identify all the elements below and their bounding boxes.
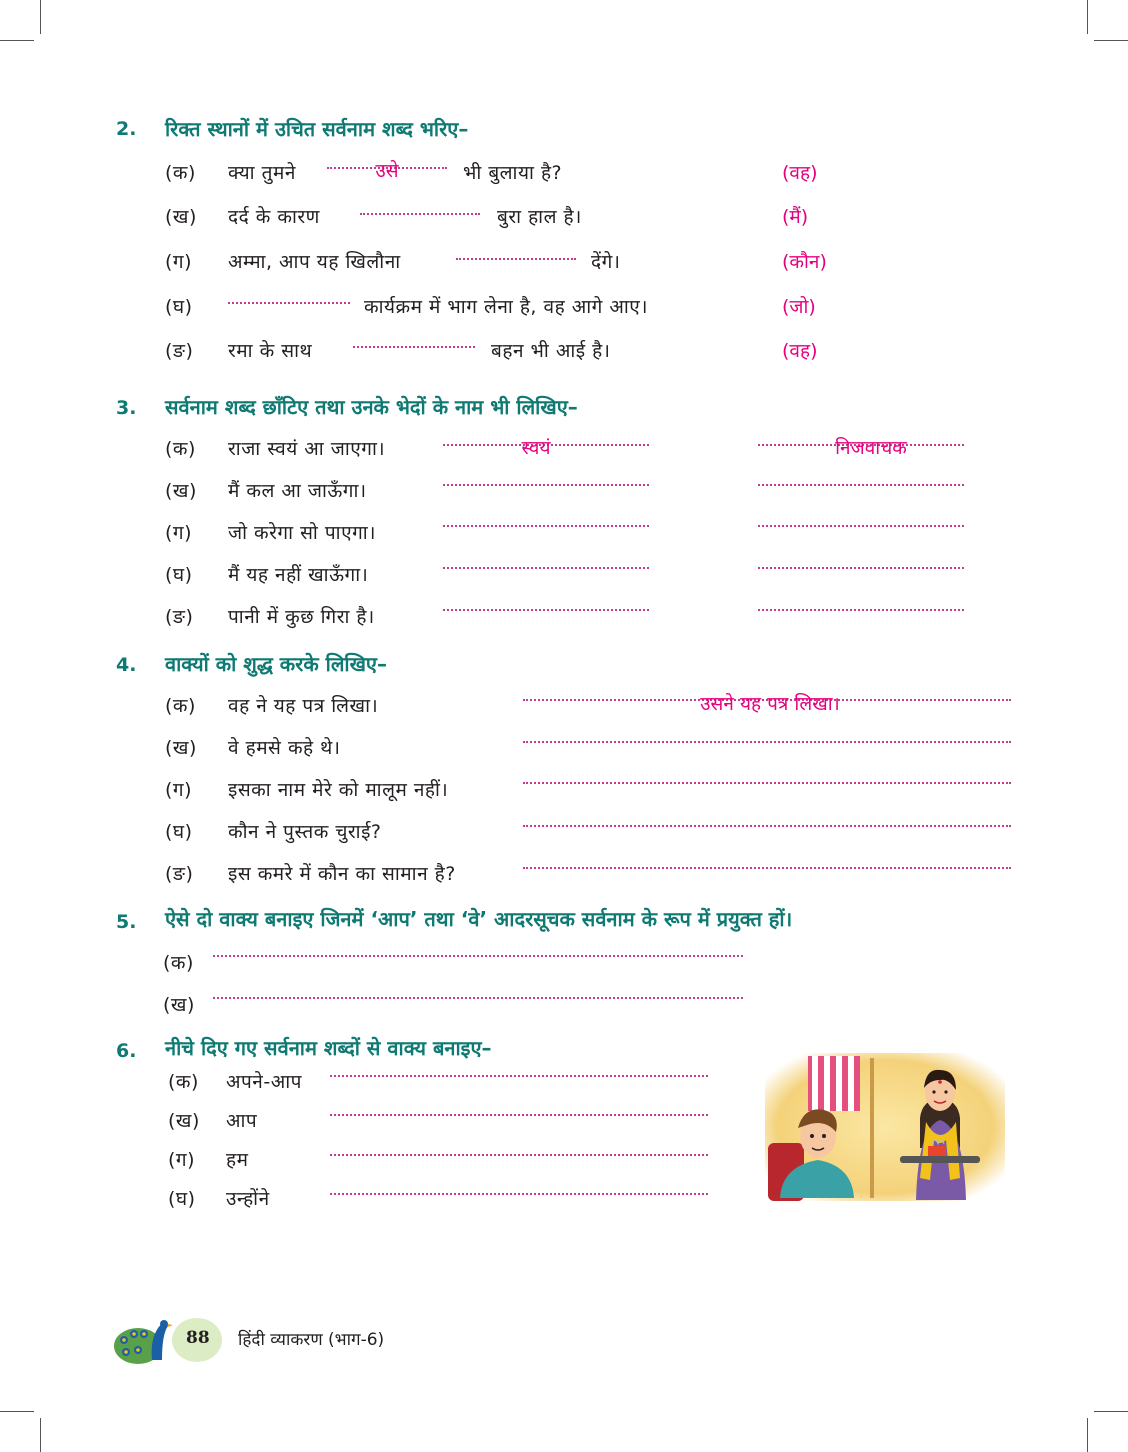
row-label: (घ)	[165, 821, 193, 843]
question-number: 2.	[116, 118, 137, 140]
blank-line[interactable]	[443, 609, 649, 611]
sentence: इस कमरे में कौन का सामान है?	[228, 863, 456, 885]
blank-line[interactable]	[330, 1154, 708, 1156]
row-label: (ङ)	[165, 606, 194, 628]
illustration-tea-serving	[760, 1048, 1010, 1203]
row-label: (क)	[168, 1071, 199, 1093]
row-label: (ख)	[163, 994, 195, 1016]
row-label: (ख)	[165, 737, 197, 759]
pronoun-hint: (वह)	[782, 340, 818, 362]
crop-mark	[40, 1418, 41, 1452]
sentence: इसका नाम मेरे को मालूम नहीं।	[228, 779, 449, 801]
row-label: (ख)	[165, 480, 197, 502]
blank-line[interactable]	[213, 955, 743, 957]
blank-line[interactable]	[443, 525, 649, 527]
row-label: (क)	[163, 952, 194, 974]
blank-line[interactable]	[523, 741, 1011, 743]
blank-line[interactable]	[456, 258, 576, 260]
sentence-end: भी बुलाया है?	[463, 162, 563, 184]
question-number: 4.	[116, 654, 137, 676]
row-label: (क)	[165, 438, 196, 460]
sentence-start: क्या तुमने	[228, 162, 296, 184]
blank-line[interactable]	[213, 997, 743, 999]
crop-mark	[1094, 1411, 1128, 1412]
crop-mark	[1087, 1418, 1088, 1452]
row-label: (ख)	[165, 206, 197, 228]
blank-line[interactable]	[758, 609, 964, 611]
peacock-icon	[112, 1310, 178, 1370]
pronoun-hint: (जो)	[782, 296, 816, 318]
blank-line[interactable]	[360, 213, 480, 215]
blank-line[interactable]	[758, 484, 964, 486]
blank-line[interactable]	[758, 567, 964, 569]
sentence: पानी में कुछ गिरा है।	[228, 606, 375, 628]
row-label: (ग)	[165, 779, 193, 801]
sentence: कौन ने पुस्तक चुराई?	[228, 821, 382, 843]
row-label: (घ)	[165, 564, 193, 586]
pronoun-hint: (मैं)	[782, 206, 809, 228]
answer-text: स्वयं	[521, 437, 551, 459]
pronoun-hint: (वह)	[782, 162, 818, 184]
row-label: (क)	[165, 162, 196, 184]
pronoun-hint: (कौन)	[782, 251, 827, 273]
blank-line[interactable]	[353, 346, 475, 348]
sentence-start: रमा के साथ	[228, 340, 313, 362]
pronoun-word: अपने-आप	[226, 1071, 302, 1093]
book-title: हिंदी व्याकरण (भाग-6)	[238, 1330, 385, 1350]
door-frame	[870, 1058, 874, 1198]
pronoun-word: आप	[226, 1110, 258, 1132]
crop-mark	[0, 1411, 34, 1412]
row-label: (ग)	[168, 1149, 196, 1171]
row-label: (ग)	[165, 251, 193, 273]
curtain	[808, 1056, 860, 1111]
blank-line[interactable]	[523, 867, 1011, 869]
sentence: राजा स्वयं आ जाएगा।	[228, 438, 386, 460]
answer-text: उसने यह पत्र लिखा।	[700, 693, 840, 715]
sentence: मैं कल आ जाऊँगा।	[228, 480, 367, 502]
row-label: (ङ)	[165, 340, 194, 362]
question-title: नीचे दिए गए सर्वनाम शब्दों से वाक्य बनाइए–	[165, 1036, 492, 1060]
crop-mark	[0, 40, 34, 41]
answer-text: उसे	[375, 160, 399, 182]
blank-line[interactable]	[523, 782, 1011, 784]
crop-mark	[40, 0, 41, 34]
blank-line[interactable]	[330, 1114, 708, 1116]
crop-mark	[1094, 40, 1128, 41]
question-title: रिक्त स्थानों में उचित सर्वनाम शब्द भरिए–	[165, 117, 469, 141]
blank-line[interactable]	[758, 525, 964, 527]
sentence: जो करेगा सो पाएगा।	[228, 522, 376, 544]
blank-line[interactable]	[228, 302, 350, 304]
row-label: (घ)	[168, 1188, 196, 1210]
pronoun-word: उन्होंने	[226, 1188, 270, 1210]
row-label: (घ)	[165, 296, 193, 318]
page-number: 88	[186, 1328, 210, 1348]
blank-line[interactable]	[330, 1075, 708, 1077]
blank-line[interactable]	[443, 567, 649, 569]
blank-line[interactable]	[443, 484, 649, 486]
crop-mark	[1087, 0, 1088, 34]
row-label: (क)	[165, 695, 196, 717]
question-title: सर्वनाम शब्द छाँटिए तथा उनके भेदों के नाम भी लिखिए–	[165, 395, 578, 419]
sentence-end: बुरा हाल है।	[497, 206, 582, 228]
question-number: 6.	[116, 1040, 137, 1062]
row-label: (ग)	[165, 522, 193, 544]
sentence: वे हमसे कहे थे।	[228, 737, 341, 759]
sentence-end: देंगे।	[591, 251, 621, 273]
question-number: 5.	[116, 911, 137, 933]
answer-text: निजवाचक	[835, 437, 907, 459]
question-title: ऐसे दो वाक्य बनाइए जिनमें ‘आप’ तथा ‘वे’ आदरसूचक सर्वनाम के रूप में प्रयुक्त हों।	[165, 907, 793, 931]
sentence-end: कार्यक्रम में भाग लेना है, वह आगे आए।	[364, 296, 648, 318]
row-label: (ङ)	[165, 863, 194, 885]
row-label: (ख)	[168, 1110, 200, 1132]
sentence-start: अम्मा, आप यह खिलौना	[228, 251, 401, 273]
sentence: वह ने यह पत्र लिखा।	[228, 695, 379, 717]
sentence-start: दर्द के कारण	[228, 206, 320, 228]
pronoun-word: हम	[226, 1149, 249, 1171]
question-number: 3.	[116, 397, 137, 419]
question-title: वाक्यों को शुद्ध करके लिखिए–	[165, 652, 387, 676]
sentence: मैं यह नहीं खाऊँगा।	[228, 564, 369, 586]
sentence-end: बहन भी आई है।	[491, 340, 611, 362]
blank-line[interactable]	[330, 1193, 708, 1195]
blank-line[interactable]	[523, 825, 1011, 827]
